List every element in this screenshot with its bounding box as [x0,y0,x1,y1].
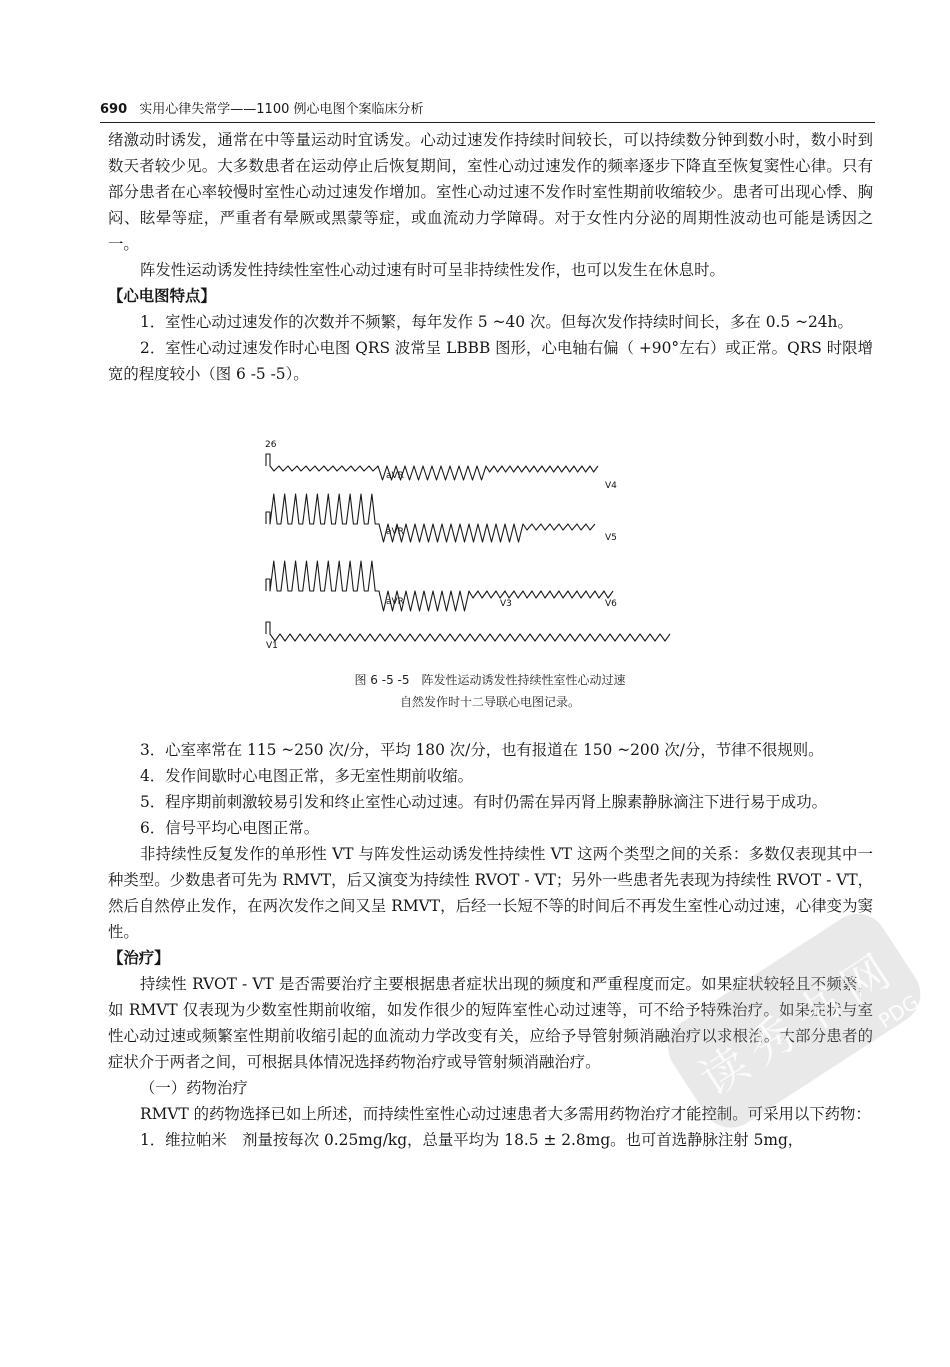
caption-line-2: 自然发作时十二导联心电图记录。 [399,695,580,709]
watermark-stamp [632,900,950,1150]
lead-label-v5: V5 [605,533,617,543]
lead-label-v1: V1 [266,641,278,651]
watermark-char: 网 [831,944,900,1015]
paragraph: 绪激动时诱发，通常在中等量运动时宜诱发。心动过速发作持续时间较长，可以持续数分钟到数小时，数小时到数天者较少见。大多数患者在运动停止后恢复期间，室性心动过速发作的频率逐步下降直至恢复窦性心律。只有部分患者在心率较慢时室性心动过速发作增加。室性心动过速不发作时室性期前收缩较少。患者可出现心悸、胸闷、眩晕等症，严重者有晕厥或黑蒙等症，或血流动力学障碍。对于女性内分泌的周期性波动也可能是诱因之一。 [108,131,873,253]
lead-label-v3: V3 [500,599,512,609]
lead-label-v6: V6 [605,599,617,609]
book-title: 实用心律失常学——1100 例心电图个案临床分析 [139,102,424,117]
lead-label-avr: aVR [386,527,404,537]
list-item: 6．信号平均心电图正常。 [140,819,320,837]
watermark-char: 秀 [737,1005,806,1076]
ecg-strip-row-1 [266,454,598,480]
lead-label-avr: aVR [386,597,404,607]
running-header [100,98,875,123]
list-item: 1．室性心动过速发作的次数并不频繁，每年发作 5 ~40 次。但每次发作持续时间长，多在 0.5 ~24h。 [140,313,853,331]
lead-label-v4: V4 [605,481,617,491]
watermark-char: 书 [784,974,853,1046]
figure-number-label: 26 [265,440,277,450]
body-text-top [108,127,873,387]
ecg-figure [262,436,718,656]
caption-line-1: 图 6 -5 -5 阵发性运动诱发性持续性室性心动过速 [354,673,626,687]
list-item: 4．发作间歇时心电图正常，多无室性期前收缩。 [140,767,473,785]
paragraph: RMVT 的药物选择已如上所述，而持续性室性心动过速患者大多需用药物治疗才能控制。可采用以下药物： [140,1105,871,1123]
watermark-char: 读 [690,1035,759,1107]
watermark-pdg: PDG [873,989,924,1034]
paragraph: 阵发性运动诱发性持续性室性心动过速有时可呈非持续性发作，也可以发生在休息时。 [140,261,725,279]
paragraph: 持续性 RVOT - VT 是否需要治疗主要根据患者症状出现的频度和严重程度而定。如果症状较轻且不频繁，如 RMVT 仅表现为少数室性期前收缩，如发作很少的短阵室性心动过速等，可不给予特殊治疗。如果症状与室性心动过速或频繁室性期前收缩引起的血流动力学改变有关，应给予导管射频消融治疗以求根治。大部分患者的症状介于两者之间，可根据具体情况选择药物治疗或导管射频消融治疗。 [108,975,873,1071]
figure-caption [262,669,718,713]
list-item: 3．心室率常在 115 ~250 次/分，平均 180 次/分，也有报道在 150 ~200 次/分，节律不很规则。 [140,741,824,759]
paragraph: 非持续性反复发作的单形性 VT 与阵发性运动诱发性持续性 VT 这两个类型之间的关系：多数仅表现其中一种类型。少数患者可先为 RMVT，后又演变为持续性 RVOT - VT；另外一些患者先表现为持续性 RVOT - VT，然后自然停止发作，在两次发作之间又呈 RMVT，后经一长短不等的时间后不再发生室性心动过速，心律变为窦性。 [108,845,873,941]
ecg-strip-row-2 [266,494,595,542]
section-heading-treatment: 【治疗】 [108,949,170,967]
list-item: 5．程序期前刺激较易引发和终止室性心动过速。有时仍需在异丙肾上腺素静脉滴注下进行易于成功。 [140,793,827,811]
subheading-drug-therapy: （一）药物治疗 [140,1079,248,1097]
ecg-strip-row-3 [266,561,613,611]
section-heading-ecg: 【心电图特点】 [108,287,216,305]
list-item: 2．室性心动过速发作时心电图 QRS 波常呈 LBBB 图形，心电轴右偏（ +90°左右）或正常。QRS 时限增宽的程度较小（图 6 -5 -5）。 [108,339,873,383]
page-number: 690 [100,102,128,117]
ecg-strip-row-4 [266,622,670,641]
list-item: 1．维拉帕米 剂量按每次 0.25mg/kg，总量平均为 18.5 ± 2.8mg。也可首选静脉注射 5mg， [140,1131,804,1149]
lead-label-avr: aVR [386,471,404,481]
